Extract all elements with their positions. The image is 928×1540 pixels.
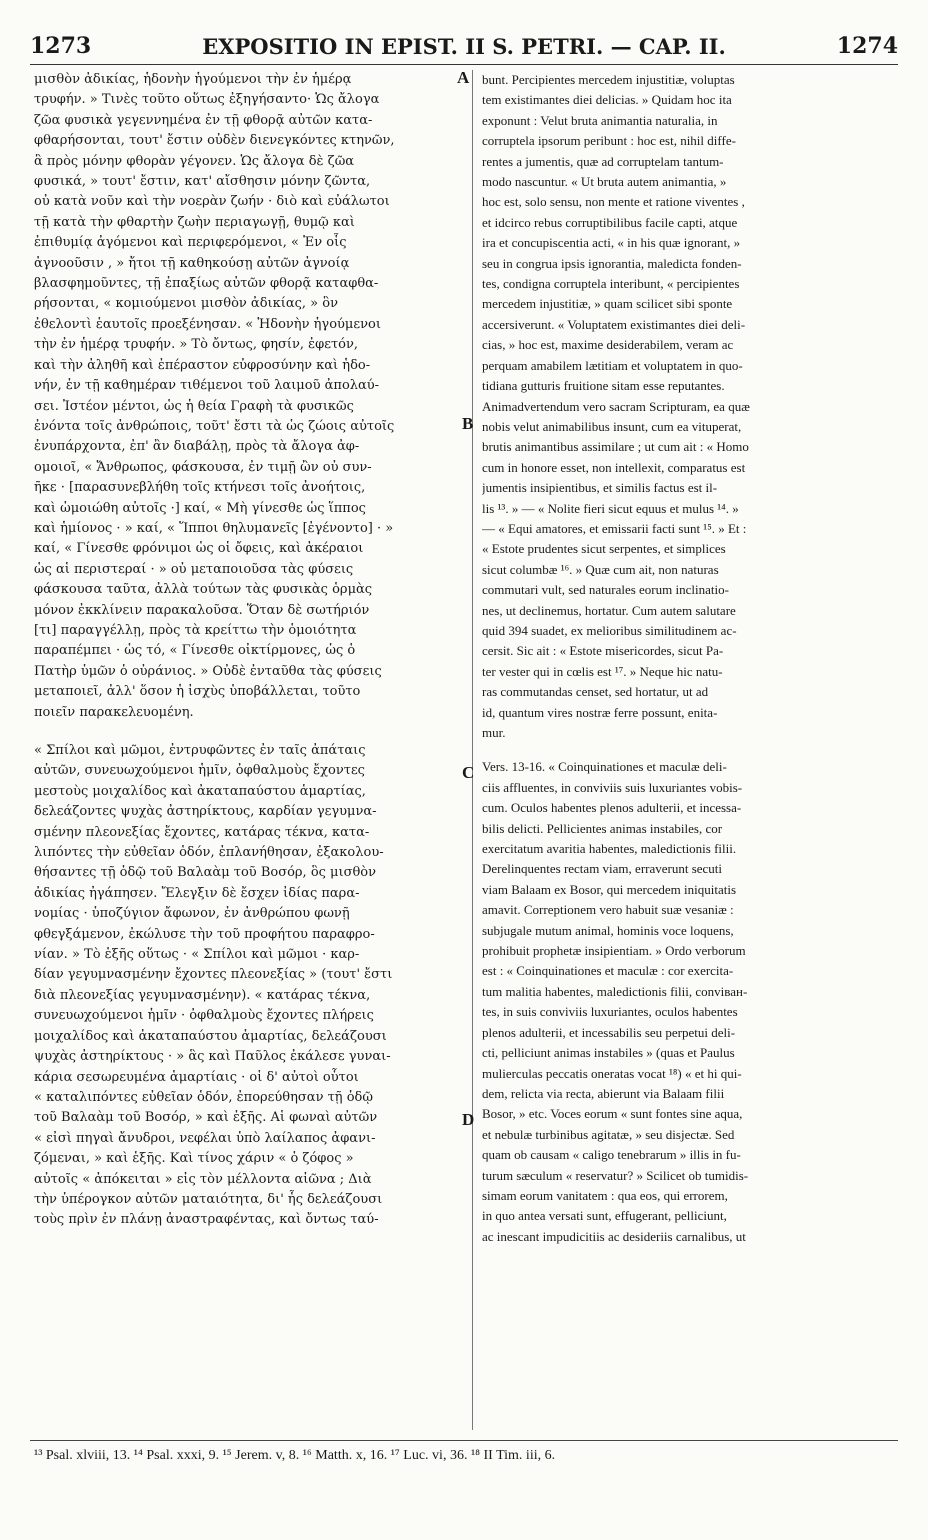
text-line: viam Balaam ex Bosor, qui mercedem iniquitatis <box>482 881 737 897</box>
text-line: « Σπίλοι καὶ μῶμοι, ἐντρυφῶντες ἐν ταῖς ἀπάταις <box>34 743 366 758</box>
text-line: amavit. Correptionem vero habuit suæ vesaniæ : <box>482 902 734 918</box>
text-line: bunt. Percipientes mercedem injustitiæ, voluptas <box>482 72 735 87</box>
text-line: θήσαντες τῇ ὁδῷ τοῦ Βαλαὰμ τοῦ Βοσόρ, ὃς μισθὸν <box>34 865 377 881</box>
text-line: cum. Oculos habentes plenos adulterii, et incessa- <box>482 800 742 816</box>
text-line: tidiana gutturis fruitione sitam esse reputantes. <box>482 378 725 394</box>
text-line: sicut columbæ ¹⁶. » Quæ cum ait, non naturas <box>482 561 719 577</box>
text-line: quam ob causam « caligo tenebrarum » illis in fu- <box>482 1147 741 1163</box>
text-line: μόνον ἐκκλίνειν παρακαλοῦσα. Ὅταν δὲ σωτήριόν <box>34 602 370 618</box>
text-line: τρυφήν. » Τινὲς τοῦτο οὕτως ἐξηγήσαντο· Ὡς ἄλογα <box>34 92 380 108</box>
text-line: ἐθελοντὶ ἑαυτοῖς προεξένησαν. « Ἡδονὴν ἡγούμενοι <box>34 316 381 332</box>
text-line: est : « Coinquinationes et maculæ : cor exercita- <box>482 963 734 979</box>
text-line: ras commutandas censet, sed hortatur, ut ad <box>482 684 709 700</box>
text-line: σει. Ἰστέον μέντοι, ὡς ἡ θεία Γραφὴ τὰ φυσικῶς <box>34 398 354 414</box>
text-line: in quo antea versati sunt, effugerant, pelliciunt, <box>482 1208 727 1224</box>
greek-paragraph-2 <box>34 741 464 1231</box>
text-line: subjugale mutum animal, hominis voce loquens, <box>482 922 734 938</box>
margin-marker-b: B <box>462 414 474 433</box>
text-line: μοιχαλίδος καὶ ἀκαταπαύστου ἁμαρτίας, δελεάζουσι <box>34 1028 387 1044</box>
text-line: Vers. 13-16. « Coinquinationes et maculæ deli- <box>482 759 727 775</box>
text-line: ῆκε · [παρασυνεβλήθη τοῖς κτήνεσι τοῖς ἀνοήτοις, <box>34 480 366 496</box>
text-line: quid 394 suadet, ex melioribus similitudinem ac- <box>482 622 737 638</box>
text-line: αὐτοῖς « ἀπόκειται » εἰς τὸν μέλλοντα αἰῶνα ; Διὰ <box>34 1171 372 1187</box>
greek-paragraph-1 <box>34 70 464 723</box>
text-line: tum malitia habentes, maledictionis filii, conviван- <box>482 983 748 999</box>
text-line: αὐτῶν, συνευωχούμενοι ἡμῖν, ὀφθαλμοὺς ἔχοντες <box>34 763 365 779</box>
text-line: Bosor, » etc. Voces eorum « sunt fontes sine aqua, <box>482 1106 743 1122</box>
text-line: μεστοὺς μοιχαλίδος καὶ ἀκαταπαύστου ἁμαρτίας, <box>34 783 366 799</box>
text-line: et idcirco rebus corruptibilibus facile capti, atque <box>482 214 738 230</box>
text-line: Πατὴρ ὑμῶν ὁ οὐράνιος. » Οὐδὲ ἐνταῦθα τὰς φύσεις <box>34 663 382 679</box>
text-line: ter vester qui in cœlis est ¹⁷. » Neque hic natu- <box>482 663 723 679</box>
running-header <box>30 30 898 62</box>
text-line: id, quantum vires nostræ ferre possunt, enita- <box>482 704 718 720</box>
text-line: ζόμεναι, » καὶ ἑξῆς. Καὶ τίνος χάριν « ὁ ζόφος » <box>34 1151 354 1167</box>
latin-paragraph-1 <box>482 70 896 743</box>
text-line: nes, ut declinemus, hortatur. Cum autem salutare <box>482 602 736 618</box>
text-line: ira et concupiscentia acti, « in his quæ ignorant, » <box>482 235 741 251</box>
text-line: « καταλιπόντες εὐθεῖαν ὁδόν, ἐπορεύθησαν τῇ ὁδῷ <box>34 1089 373 1105</box>
text-line: prohibuit prophetæ insipientiam. » Ordo verborum <box>482 943 746 959</box>
left-column-number: 1273 <box>30 33 92 59</box>
text-line: ἐνυπάρχοντα, ἐπ' ἂν διαβάλῃ, πρὸς τὰ ἄλογα ἀφ- <box>34 439 360 455</box>
margin-marker-a: A <box>457 68 470 87</box>
text-line: Animadvertendum vero sacram Scripturam, ea quæ <box>482 398 750 414</box>
text-line: ἀδικίας ἠγάπησεν. Ἔλεγξιν δὲ ἔσχεν ἰδίας παρα- <box>34 885 360 901</box>
text-line: tes, in suis conviviis luxuriantes, oculos habentes <box>482 1004 738 1020</box>
text-line: plenos adulterii, et incessabilis seu perpetui deli- <box>482 1024 736 1040</box>
text-line: παραπέμπει · ὡς τό, « Γίνεσθε οἰκτίρμονες, ὡς ὁ <box>34 643 356 659</box>
text-line: « Estote prudentes sicut serpentes, et simplices <box>482 541 726 557</box>
text-line: perquam amabilem lætitiam et voluptatem in quo- <box>482 357 743 373</box>
column-divider <box>472 70 473 1430</box>
text-line: modo nascuntur. « Ut bruta autem animantia, » <box>482 174 727 190</box>
paragraph-gap <box>482 743 896 757</box>
text-line: ἐπιθυμίᾳ ἀγόμενοι καὶ περιφερόμενοι, « Ἐν οἷς <box>34 235 347 251</box>
text-line: καὶ τὴν ἀληθῆ καὶ ἐπέραστον εὐφροσύνην καὶ ἡδο- <box>34 357 371 373</box>
text-line: — « Equi amatores, et emissarii facti sunt ¹⁵. » Et : <box>482 520 747 536</box>
text-line: σμένην πλεονεξίας ἔχοντες, κατάρας τέκνα, κατα- <box>34 824 370 840</box>
text-line: brutis animantibus assimilare ; ut cum ait : « Homo <box>482 439 749 455</box>
text-line: commutari vult, sed naturales eorum inclinatio- <box>482 582 729 598</box>
running-title: EXPOSITIO IN EPIST. II S. PETRI. — CAP. II. <box>202 33 726 59</box>
text-line: bilis delicti. Pellicientes animas instabiles, cor <box>482 820 723 836</box>
text-line: nobis velut animabilibus insunt, cum ea vituperat, <box>482 418 742 434</box>
text-line: lis ¹³. » — « Nolite fieri sicut equus et mulus ¹⁴. » <box>482 500 739 516</box>
text-line: tes, condigna corruptela interibunt, « percipientes <box>482 276 740 292</box>
text-line: φάσκουσα ταῦτα, ἀλλὰ τούτων τὰς φυσικὰς ὁρμὰς <box>34 582 373 598</box>
text-line: ρήσονται, « κομιούμενοι μισθὸν ἀδικίας, » ὃν <box>34 296 338 312</box>
text-line: cum in honore esset, non intellexit, comparatus est <box>482 459 746 475</box>
text-line: « εἰσὶ πηγαὶ ἄνυδροι, νεφέλαι ὑπὸ λαίλαπος ἀφανι- <box>34 1130 376 1146</box>
text-line: ciis affluentes, in conviviis suis luxuriantes vobis- <box>482 779 743 795</box>
text-line: cti, pelliciunt animas instabiles » (quas et Paulus <box>482 1045 735 1061</box>
text-line: simam eorum vanitatem : qua eos, qui errorem, <box>482 1187 728 1203</box>
text-line: ζῶα φυσικὰ γεγεννημένα ἐν τῇ φθορᾷ αὐτῶν κατα- <box>34 112 373 128</box>
text-line: hoc est, solo sensu, non mente et ratione viventes , <box>482 194 745 210</box>
text-line: κάρια σεσωρευμένα ἁμαρτίαις · οἱ δ' αὐτοὶ οὗτοι <box>34 1069 359 1085</box>
text-line: φυσικά, » τουτ' ἔστιν, κατ' αἴσθησιν μόνην ζῶντα, <box>34 174 371 190</box>
text-line: μεταποιεῖ, ἀλλ' ὅσον ἡ ἰσχὺς ὑποβάλλεται, τοῦτο <box>34 684 361 700</box>
text-line: jumentis insipientibus, et similis factus est il- <box>482 480 718 496</box>
text-line: ἃ πρὸς μόνην φθορὰν γέγονεν. Ὡς ἄλογα δὲ ζῶα <box>34 153 355 169</box>
text-line: mur. <box>482 725 506 740</box>
footnote-rule <box>30 1440 898 1441</box>
paragraph-gap <box>34 723 464 741</box>
text-line: ψυχὰς ἀστηρίκτους · » ἃς καὶ Παῦλος ἐκάλεσε γυναι- <box>34 1049 391 1065</box>
text-line: mulierculas peccatis oneratas vocat ¹⁸) « et hi qui- <box>482 1065 742 1081</box>
text-line: δίαν γεγυμνασμένην ἔχοντες πλεονεξίας » (τουτ' ἔστι <box>34 967 393 983</box>
text-line: τῇ κατὰ τὴν φθαρτὴν ζωὴν περιαγωγῇ, θυμῷ καὶ <box>34 214 355 230</box>
text-line: συνευωχούμενοι ἡμῖν · ὀφθαλμοὺς ἔχοντες πλήρεις <box>34 1008 374 1024</box>
text-line: exercitatum avaritia habentes, maledictionis filii. <box>482 841 737 857</box>
text-line: corruptela ipsorum peribunt : hoc est, nihil diffe- <box>482 133 736 149</box>
text-line: ac inescant impudicitiis ac desideriis carnalibus, ut <box>482 1228 746 1244</box>
text-line: οὐ κατὰ νοῦν καὶ τὴν νοερὰν ζωήν · διὸ καὶ εὐάλωτοι <box>34 194 390 210</box>
text-line: λιπόντες τὴν εὐθεῖαν ὁδόν, ἐπλανήθησαν, ἐξακολου- <box>34 845 384 861</box>
text-line: τὴν ὑπέρογκον αὐτῶν ματαιότητα, δι' ἧς δελεάζουσι <box>34 1191 383 1207</box>
text-line: ομοιοῖ, « Ἄνθρωπος, φάσκουσα, ἐν τιμῇ ὢν οὐ συν- <box>34 459 372 475</box>
text-line: τὴν ἐν ἡμέρᾳ τρυφήν. » Τὸ ὄντως, φησίν, ἐφετόν, <box>34 337 359 353</box>
text-line: νήν, ἐν τῇ καθημέραν τιθέμενοι τοῦ λαιμοῦ ἀπολαύ- <box>34 378 380 394</box>
text-line: tem existimantes diei delicias. » Quidam hoc ita <box>482 92 732 108</box>
text-line: νομίας · ὑποζύγιον ἄφωνον, ἐν ἀνθρώπου φωνῇ <box>34 906 350 922</box>
text-line: rentes a jumentis, quæ ad corruptelam tantum- <box>482 153 724 169</box>
text-line: ὡς αἱ περιστεραί · » οὐ μεταποιοῦσα τὰς φύσεις <box>34 561 354 577</box>
margin-marker-c: C <box>462 763 475 782</box>
header-rule <box>30 64 898 65</box>
text-line: νίαν. » Τὸ ἑξῆς οὕτως · « Σπίλοι καὶ μῶμοι · καρ- <box>34 947 360 963</box>
text-line: dem, relicta via recta, abierunt via Balaam filii <box>482 1085 725 1101</box>
text-line: mercedem injustitiæ, » quam scilicet sibi sponte <box>482 296 733 312</box>
latin-paragraph-2 <box>482 757 896 1247</box>
text-line: [τι] παραγγέλλῃ, πρὸς τὰ κρείττω τὴν ὁμοιότητα <box>34 622 357 638</box>
text-line: accersiverunt. « Voluptatem existimantes diei deli- <box>482 316 746 332</box>
footnotes: ¹³ Psal. xlviii, 13. ¹⁴ Psal. xxxi, 9. ¹⁵ Jerem. v, 8. ¹⁶ Matth. x, 16. ¹⁷ Luc. vi, 36. ¹⁸ II Tim. iii, 6. <box>34 1448 556 1463</box>
text-line: δελεάζοντες ψυχὰς ἀστηρίκτους, καρδίαν γεγυμνα- <box>34 804 377 820</box>
text-line: ἀγνοοῦσιν , » ἤτοι τῇ καθηκούσῃ αὐτῶν ἀγνοίᾳ <box>34 255 350 271</box>
text-line: et nebulæ turbinibus agitatæ, » seu disjectæ. Sed <box>482 1126 735 1142</box>
text-line: cersit. Sic ait : « Estote misericordes, sicut Pa- <box>482 643 724 659</box>
text-line: ἐνόντα τοῖς ἀνθρώποις, τοῦτ' ἔστι τὰ ὡς ζώοις αὐτοῖς <box>34 418 395 434</box>
text-line: μισθὸν ἀδικίας, ἡδονὴν ἡγούμενοι τὴν ἐν ἡμέρᾳ <box>34 72 352 87</box>
text-line: φθαρήσονται, τουτ' ἔστιν οὐδὲν διενεγκόντες κτηνῶν, <box>34 133 395 149</box>
text-line: τοὺς πρὶν ἐν πλάνῃ ἀναστραφέντας, καὶ ὄντως ταύ- <box>34 1212 379 1228</box>
text-line: βλασφημοῦντες, τῇ ἐπαξίως αὐτῶν φθορᾷ καταφθα- <box>34 276 379 292</box>
text-line: διὰ πλεονεξίας γεγυμνασμένην). « κατάρας τέκνα, <box>34 987 371 1003</box>
text-line: ποιεῖν παρακελευομένη. <box>34 704 194 720</box>
latin-column <box>482 70 896 1247</box>
text-line: turum sæculum « reservatur? » Scilicet ob tumidis- <box>482 1167 749 1183</box>
text-line: φθεγξάμενον, ἐκώλυσε τὴν τοῦ προφήτου παραφρο- <box>34 926 375 942</box>
text-line: τοῦ Βαλαὰμ τοῦ Βοσόρ, » καὶ ἑξῆς. Αἱ φωναὶ αὐτῶν <box>34 1110 378 1126</box>
text-line: καὶ ὡμοιώθη αὐτοῖς ·] καί, « Μὴ γίνεσθε ὡς ἵππος <box>34 500 366 516</box>
right-column-number: 1274 <box>836 33 898 59</box>
text-line: Derelinquentes rectam viam, erraverunt secuti <box>482 861 723 877</box>
text-line: seu in congrua ipsis ignorantia, maledicta fonden- <box>482 255 742 271</box>
text-line: exponunt : Velut bruta animantia naturalia, in <box>482 112 718 128</box>
text-line: καὶ ἡμίονος · » καί, « Ἵπποι θηλυμανεῖς [ἐγένοντο] · » <box>34 520 394 536</box>
greek-column <box>34 70 464 1231</box>
text-line: καί, « Γίνεσθε φρόνιμοι ὡς οἱ ὄφεις, καὶ ἀκέραιοι <box>34 541 364 557</box>
margin-marker-d: D <box>462 1110 475 1129</box>
text-line: cias, » hoc est, maxime desiderabilem, veram ac <box>482 337 734 353</box>
